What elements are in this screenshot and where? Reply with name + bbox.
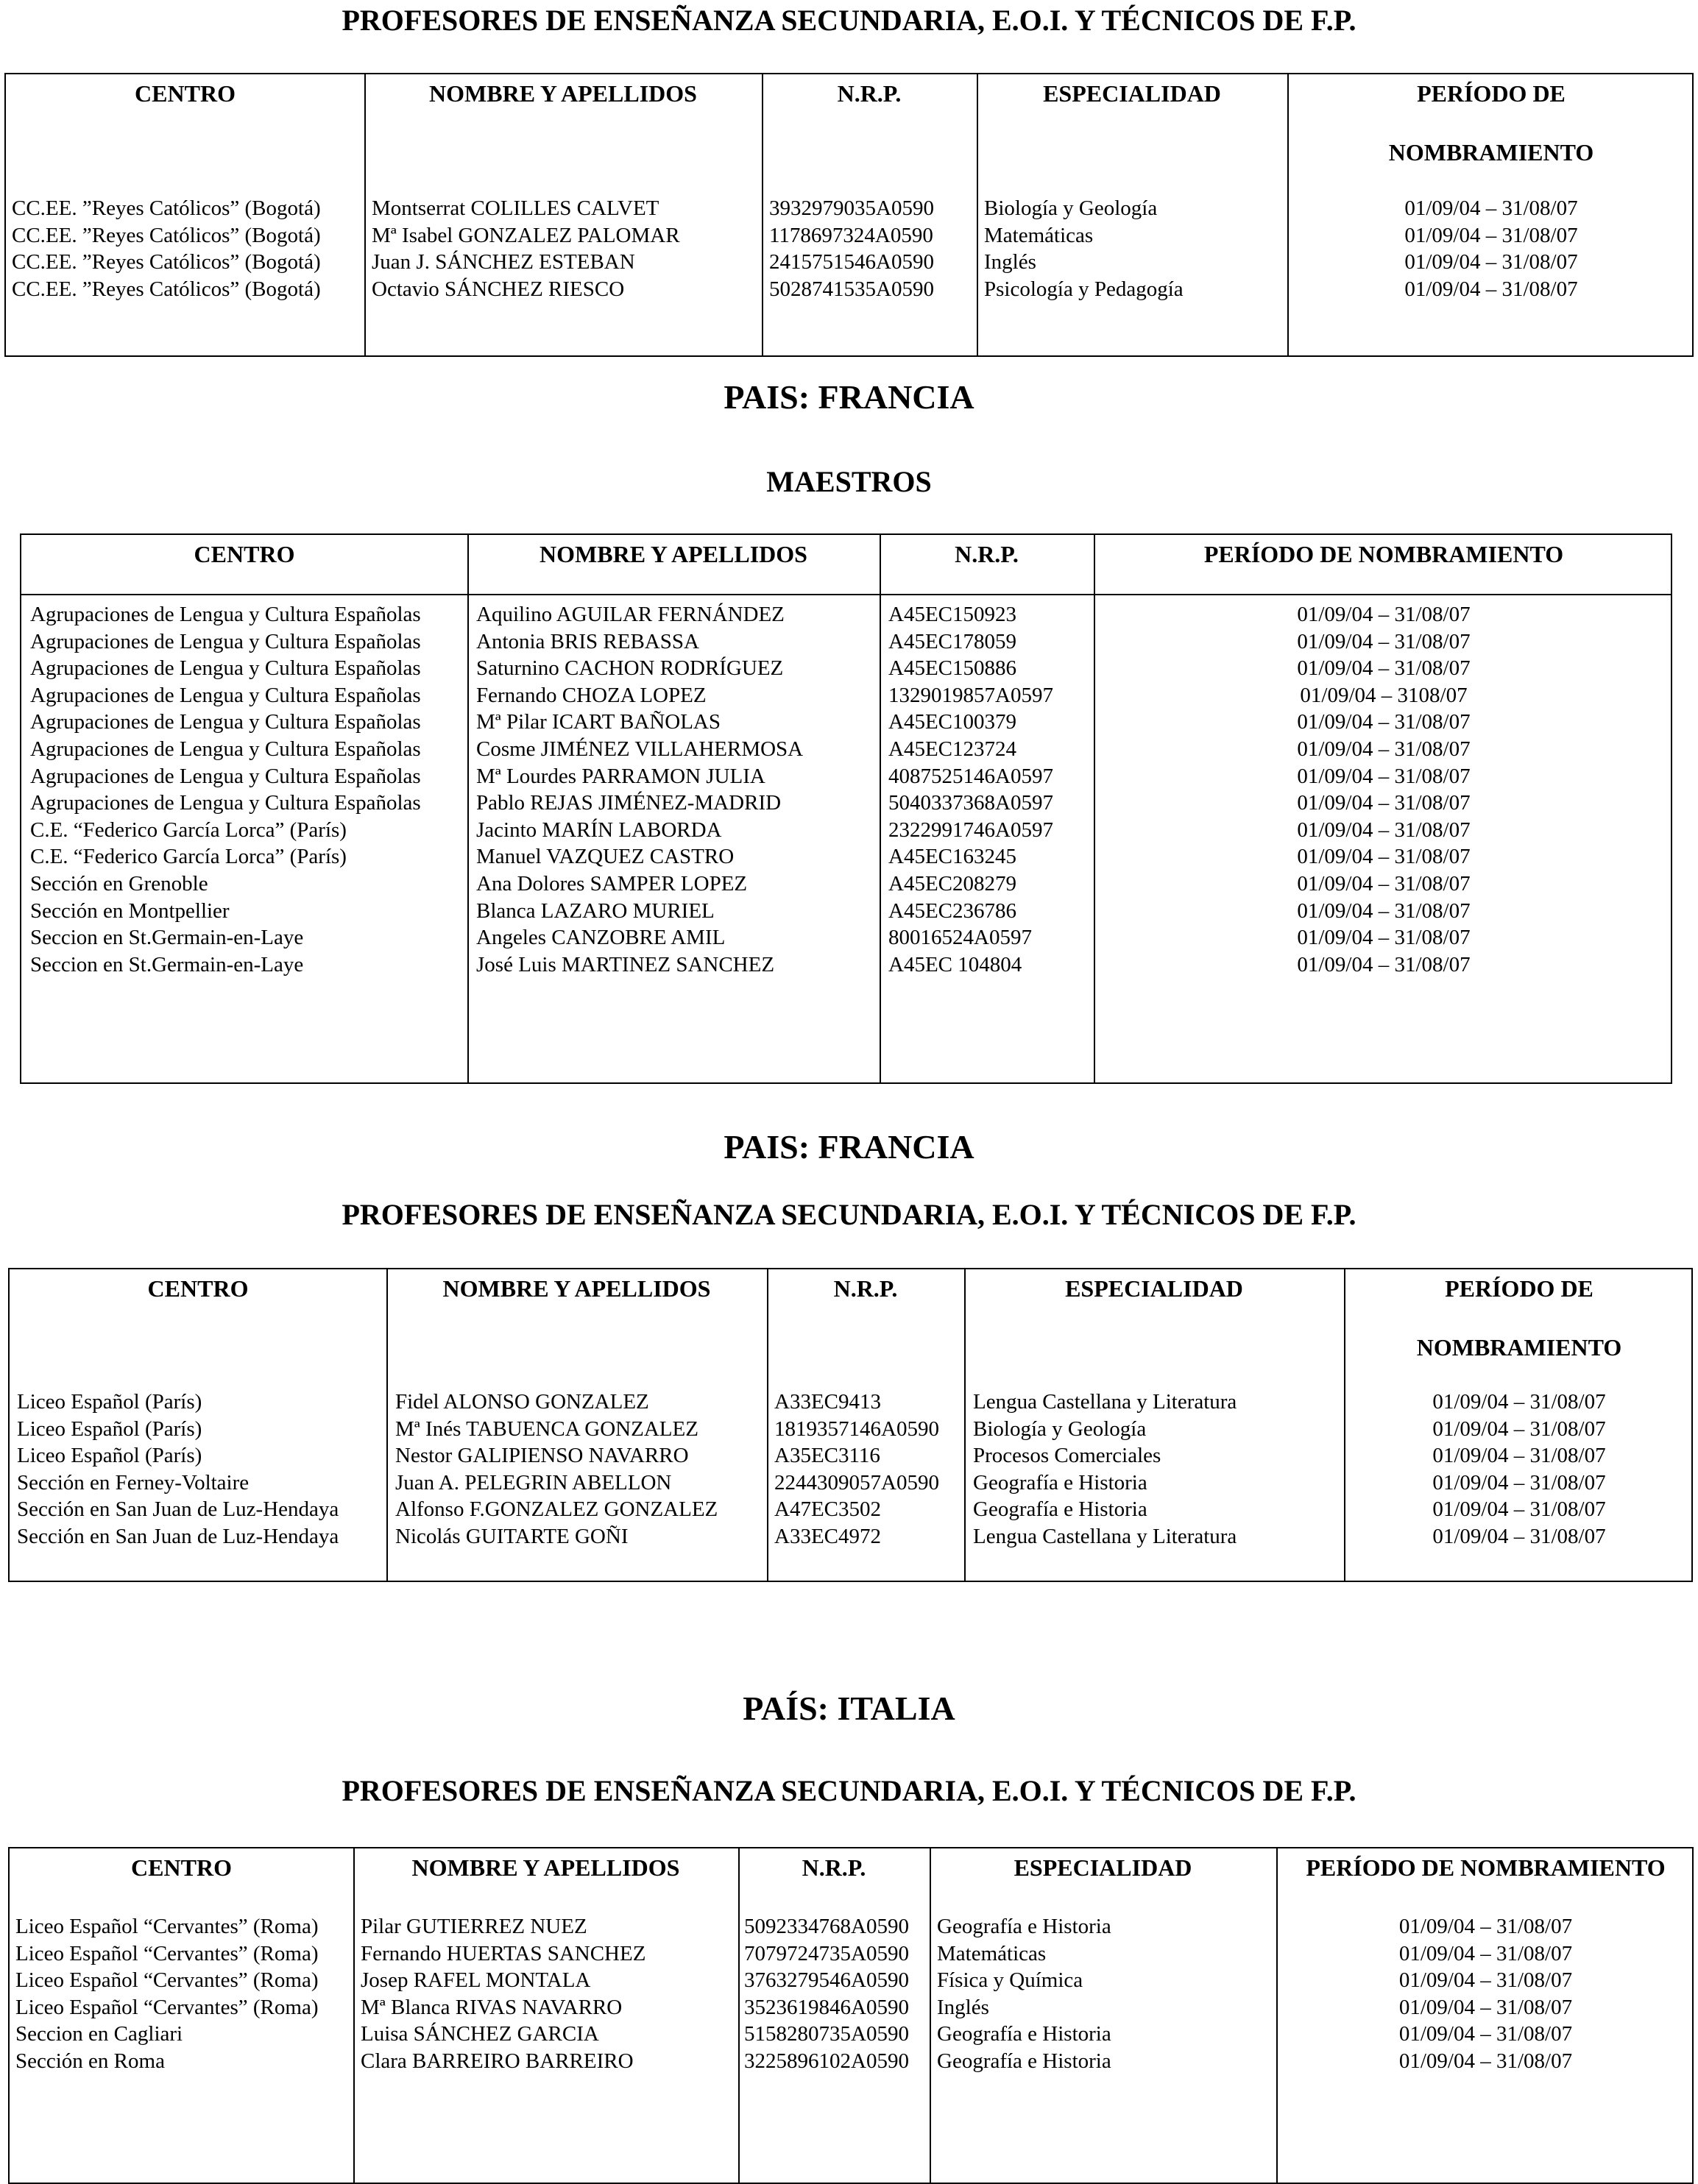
cell-nombre: Pablo REJAS JIMÉNEZ-MADRID (476, 791, 782, 815)
header-centro: CENTRO (194, 541, 295, 567)
header-periodo-1: PERÍODO DE (1445, 1275, 1593, 1302)
header-nombre: NOMBRE Y APELLIDOS (442, 1275, 711, 1302)
cell-periodo: 01/09/04 – 31/08/07 (1297, 898, 1471, 923)
column-nombre (476, 601, 803, 978)
cell-especialidad: Lengua Castellana y Literatura (973, 1524, 1237, 1548)
header-nrp: N.R.P. (837, 80, 902, 107)
cell-nombre: Fernando CHOZA LOPEZ (476, 683, 707, 707)
section-2-subtitle: MAESTROS (766, 465, 932, 498)
cell-centro: C.E. “Federico García Lorca” (París) (30, 845, 347, 869)
table-secundaria-italia (8, 1847, 1694, 2184)
cell-nrp: 5040337368A0597 (888, 791, 1053, 815)
cell-periodo: 01/09/04 – 31/08/07 (1297, 952, 1471, 976)
cell-centro: Sección en Roma (15, 2049, 165, 2073)
cell-nombre: Antonia BRIS REBASSA (476, 629, 699, 653)
cell-nrp: A45EC178059 (888, 629, 1016, 653)
cell-periodo: 01/09/04 – 31/08/07 (1398, 2049, 1573, 2073)
cell-nrp: A45EC150923 (888, 603, 1016, 626)
cell-especialidad: Geografía e Historia (937, 2049, 1111, 2073)
cell-centro: Seccion en Cagliari (15, 2022, 183, 2046)
cell-nombre: Angeles CANZOBRE AMIL (476, 926, 726, 950)
cell-periodo: 01/09/04 – 31/08/07 (1297, 764, 1471, 788)
cell-nrp: 1329019857A0597 (888, 683, 1053, 707)
cell-centro: Liceo Español “Cervantes” (Roma) (15, 1915, 319, 1938)
cell-nombre: Mª Blanca RIVAS NAVARRO (361, 1995, 623, 2019)
header-especialidad: ESPECIALIDAD (1065, 1275, 1243, 1302)
cell-periodo: 01/09/04 – 31/08/07 (1398, 1968, 1573, 1993)
cell-periodo: 01/09/04 – 31/08/07 (1297, 629, 1471, 653)
cell-nombre: Mª Lourdes PARRAMON JULIA (476, 764, 765, 788)
cell-nombre: Octavio SÁNCHEZ RIESCO (372, 277, 625, 301)
section-3-pais: PAIS: FRANCIA (724, 1128, 974, 1166)
cell-centro: Liceo Español “Cervantes” (Roma) (15, 1968, 319, 1993)
cell-centro: CC.EE. ”Reyes Católicos” (Bogotá) (12, 223, 321, 247)
column-periodo (1276, 1913, 1695, 2075)
cell-centro: Liceo Español “Cervantes” (Roma) (15, 1995, 319, 2019)
cell-nombre: Fidel ALONSO GONZALEZ (395, 1390, 649, 1414)
header-nrp: N.R.P. (802, 1854, 866, 1881)
cell-nrp: 7079724735A0590 (744, 1941, 909, 1965)
cell-centro: Sección en Ferney-Voltaire (17, 1470, 250, 1495)
cell-especialidad: Geografía e Historia (973, 1497, 1147, 1522)
cell-nrp: 1178697324A0590 (769, 223, 933, 247)
cell-centro: Sección en Grenoble (30, 871, 208, 896)
cell-nrp: 5158280735A0590 (744, 2022, 909, 2046)
column-nrp (888, 601, 1053, 978)
cell-nombre: Blanca LAZARO MURIEL (476, 898, 715, 923)
cell-nrp: A47EC3502 (774, 1497, 881, 1522)
section-4-pais: PAÍS: ITALIA (743, 1690, 955, 1727)
column-nrp (744, 1913, 909, 2075)
cell-periodo: 01/09/04 – 31/08/07 (1432, 1390, 1606, 1414)
cell-nombre: Mª Inés TABUENCA GONZALEZ (395, 1417, 698, 1441)
cell-periodo: 01/09/04 – 31/08/07 (1297, 818, 1471, 842)
cell-especialidad: Física y Química (937, 1968, 1083, 1993)
cell-especialidad: Matemáticas (984, 223, 1094, 247)
cell-nrp: 5092334768A0590 (744, 1915, 909, 1938)
cell-centro: Agrupaciones de Lengua y Cultura Españolas (30, 737, 421, 761)
cell-nrp: 2415751546A0590 (769, 250, 934, 274)
cell-periodo: 01/09/04 – 31/08/07 (1297, 737, 1471, 761)
cell-nrp: A45EC100379 (888, 710, 1016, 734)
header-periodo-2: NOMBRAMIENTO (1416, 1334, 1622, 1361)
header-periodo-2: NOMBRAMIENTO (1388, 139, 1594, 166)
cell-nrp: 4087525146A0597 (888, 764, 1053, 788)
cell-centro: Sección en San Juan de Luz-Hendaya (17, 1497, 339, 1522)
cell-centro: Sección en Montpellier (30, 898, 230, 923)
cell-nombre: Mª Isabel GONZALEZ PALOMAR (372, 223, 680, 247)
cell-periodo: 01/09/04 – 31/08/07 (1404, 196, 1578, 220)
cell-nrp: A45EC163245 (888, 845, 1016, 869)
header-nrp: N.R.P. (955, 541, 1019, 567)
header-periodo-1: PERÍODO DE (1417, 80, 1566, 107)
cell-nombre: Luisa SÁNCHEZ GARCIA (361, 2022, 599, 2046)
cell-nombre: Clara BARREIRO BARREIRO (361, 2049, 634, 2073)
cell-nombre: Juan J. SÁNCHEZ ESTEBAN (372, 250, 635, 274)
cell-especialidad: Procesos Comerciales (973, 1444, 1161, 1468)
header-periodo: PERÍODO DE NOMBRAMIENTO (1203, 541, 1564, 567)
cell-centro: Agrupaciones de Lengua y Cultura Españolas (30, 656, 421, 681)
column-especialidad (973, 1389, 1237, 1550)
cell-nombre: Nicolás GUITARTE GOÑI (395, 1524, 629, 1548)
cell-nombre: Montserrat COLILLES CALVET (372, 196, 659, 220)
cell-nombre: Jacinto MARÍN LABORDA (476, 818, 722, 842)
cell-nrp: A45EC123724 (888, 737, 1016, 761)
cell-periodo: 01/09/04 – 31/08/07 (1404, 277, 1578, 301)
cell-nrp: 2244309057A0590 (774, 1470, 939, 1495)
cell-nrp: A45EC150886 (888, 656, 1016, 681)
cell-centro: C.E. “Federico García Lorca” (París) (30, 818, 347, 842)
section-3-subtitle: PROFESORES DE ENSEÑANZA SECUNDARIA, E.O.I. Y TÉCNICOS DE F.P. (342, 1198, 1356, 1231)
cell-centro: Liceo Español (París) (17, 1444, 202, 1468)
cell-centro: Seccion en St.Germain-en-Laye (30, 926, 304, 950)
cell-nrp: A35EC3116 (774, 1444, 880, 1468)
cell-periodo: 01/09/04 – 31/08/07 (1432, 1497, 1606, 1522)
table-secundaria-francia (8, 1268, 1693, 1582)
cell-centro: Agrupaciones de Lengua y Cultura Españolas (30, 764, 421, 788)
column-periodo (1287, 195, 1695, 302)
cell-nrp: A45EC236786 (888, 898, 1016, 923)
cell-especialidad: Inglés (937, 1995, 989, 2019)
cell-centro: Liceo Español (París) (17, 1390, 202, 1414)
cell-periodo: 01/09/04 – 31/08/07 (1432, 1470, 1606, 1495)
cell-periodo: 01/09/04 – 31/08/07 (1432, 1417, 1606, 1441)
cell-periodo: 01/09/04 – 31/08/07 (1432, 1444, 1606, 1468)
cell-centro: Liceo Español “Cervantes” (Roma) (15, 1941, 319, 1965)
cell-periodo: 01/09/04 – 31/08/07 (1398, 1995, 1573, 2019)
cell-periodo: 01/09/04 – 31/08/07 (1297, 603, 1471, 626)
cell-nrp: A45EC 104804 (888, 952, 1022, 976)
cell-centro: Seccion en St.Germain-en-Laye (30, 952, 304, 976)
cell-nrp: 3932979035A0590 (769, 196, 934, 220)
header-centro: CENTRO (147, 1275, 249, 1302)
cell-nombre: Fernando HUERTAS SANCHEZ (361, 1941, 646, 1965)
cell-periodo: 01/09/04 – 31/08/07 (1297, 656, 1471, 681)
header-nombre: NOMBRE Y APELLIDOS (429, 80, 697, 107)
cell-periodo: 01/09/04 – 31/08/07 (1297, 926, 1471, 950)
cell-centro: CC.EE. ”Reyes Católicos” (Bogotá) (12, 250, 321, 274)
cell-periodo: 01/09/04 – 31/08/07 (1297, 791, 1471, 815)
cell-nombre: Josep RAFEL MONTALA (361, 1968, 591, 1993)
cell-nrp: 3763279546A0590 (744, 1968, 909, 1993)
column-especialidad (937, 1913, 1111, 2075)
cell-nombre: Alfonso F.GONZALEZ GONZALEZ (395, 1497, 718, 1522)
cell-periodo: 01/09/04 – 31/08/07 (1297, 710, 1471, 734)
header-centro: CENTRO (131, 1854, 232, 1881)
cell-centro: CC.EE. ”Reyes Católicos” (Bogotá) (12, 196, 321, 220)
header-nrp: N.R.P. (833, 1275, 898, 1302)
cell-periodo: 01/09/04 – 31/08/07 (1398, 1915, 1573, 1938)
cell-periodo: 01/09/04 – 31/08/07 (1432, 1524, 1606, 1548)
cell-nrp: 3523619846A0590 (744, 1995, 909, 2019)
cell-nrp: 5028741535A0590 (769, 277, 934, 301)
cell-especialidad: Geografía e Historia (973, 1470, 1147, 1495)
header-nombre: NOMBRE Y APELLIDOS (411, 1854, 680, 1881)
header-especialidad: ESPECIALIDAD (1043, 80, 1221, 107)
cell-centro: Agrupaciones de Lengua y Cultura Españolas (30, 683, 421, 707)
cell-nombre: Cosme JIMÉNEZ VILLAHERMOSA (476, 737, 804, 761)
section-1-subtitle: PROFESORES DE ENSEÑANZA SECUNDARIA, E.O.I. Y TÉCNICOS DE F.P. (342, 4, 1356, 37)
table-secundaria-bogota (4, 73, 1694, 357)
cell-nombre: Pilar GUTIERREZ NUEZ (361, 1915, 587, 1938)
cell-nrp: 80016524A0597 (888, 926, 1032, 950)
column-periodo (1344, 1389, 1694, 1550)
column-periodo (1094, 601, 1674, 978)
cell-nrp: 3225896102A0590 (744, 2049, 909, 2073)
cell-nrp: A33EC4972 (774, 1524, 881, 1548)
cell-nrp: A45EC208279 (888, 871, 1016, 896)
column-especialidad (984, 195, 1184, 302)
cell-especialidad: Inglés (984, 250, 1036, 274)
column-centro (12, 195, 321, 302)
column-centro (15, 1913, 318, 2075)
section-2-pais: PAIS: FRANCIA (724, 378, 974, 416)
cell-centro: Liceo Español (París) (17, 1417, 202, 1441)
cell-especialidad: Psicología y Pedagogía (984, 277, 1184, 301)
cell-nombre: Ana Dolores SAMPER LOPEZ (476, 871, 748, 896)
cell-nrp: A33EC9413 (774, 1390, 881, 1414)
column-centro (30, 601, 421, 978)
header-nombre: NOMBRE Y APELLIDOS (540, 541, 807, 567)
cell-nombre: Aquilino AGUILAR FERNÁNDEZ (476, 603, 785, 626)
cell-especialidad: Geografía e Historia (937, 1915, 1111, 1938)
cell-nombre: Saturnino CACHON RODRÍGUEZ (476, 656, 784, 681)
section-4-subtitle: PROFESORES DE ENSEÑANZA SECUNDARIA, E.O.I. Y TÉCNICOS DE F.P. (342, 1774, 1356, 1807)
cell-especialidad: Matemáticas (937, 1941, 1047, 1965)
cell-nrp: 2322991746A0597 (888, 818, 1053, 842)
cell-periodo: 01/09/04 – 31/08/07 (1404, 223, 1578, 247)
column-nombre (361, 1913, 645, 2075)
column-nrp (769, 195, 934, 302)
table-maestros-francia (20, 533, 1672, 1084)
cell-centro: Agrupaciones de Lengua y Cultura Españolas (30, 629, 421, 653)
cell-periodo: 01/09/04 – 31/08/07 (1398, 1941, 1573, 1965)
cell-centro: CC.EE. ”Reyes Católicos” (Bogotá) (12, 277, 321, 301)
column-nombre (395, 1389, 718, 1550)
cell-nombre: José Luis MARTINEZ SANCHEZ (476, 952, 775, 976)
cell-periodo: 01/09/04 – 31/08/07 (1404, 250, 1578, 274)
cell-centro: Agrupaciones de Lengua y Cultura Españolas (30, 603, 421, 626)
cell-periodo: 01/09/04 – 31/08/07 (1398, 2022, 1573, 2046)
cell-nrp: 1819357146A0590 (774, 1417, 939, 1441)
column-nrp (774, 1389, 939, 1550)
cell-centro: Agrupaciones de Lengua y Cultura Españolas (30, 791, 421, 815)
cell-nombre: Nestor GALIPIENSO NAVARRO (395, 1444, 689, 1468)
cell-nombre: Mª Pilar ICART BAÑOLAS (476, 710, 721, 734)
cell-especialidad: Biología y Geología (973, 1417, 1147, 1441)
header-periodo: PERÍODO DE NOMBRAMIENTO (1306, 1854, 1666, 1881)
cell-centro: Agrupaciones de Lengua y Cultura Españolas (30, 710, 421, 734)
cell-especialidad: Lengua Castellana y Literatura (973, 1390, 1237, 1414)
cell-periodo: 01/09/04 – 31/08/07 (1297, 845, 1471, 869)
cell-periodo: 01/09/04 – 3108/07 (1300, 683, 1468, 707)
header-centro: CENTRO (135, 80, 236, 107)
cell-centro: Sección en San Juan de Luz-Hendaya (17, 1524, 339, 1548)
cell-especialidad: Biología y Geología (984, 196, 1158, 220)
header-especialidad: ESPECIALIDAD (1014, 1854, 1192, 1881)
cell-nombre: Manuel VAZQUEZ CASTRO (476, 845, 735, 869)
cell-nombre: Juan A. PELEGRIN ABELLON (395, 1470, 672, 1495)
column-nombre (372, 195, 680, 302)
cell-periodo: 01/09/04 – 31/08/07 (1297, 871, 1471, 896)
cell-especialidad: Geografía e Historia (937, 2022, 1111, 2046)
column-centro (17, 1389, 339, 1550)
